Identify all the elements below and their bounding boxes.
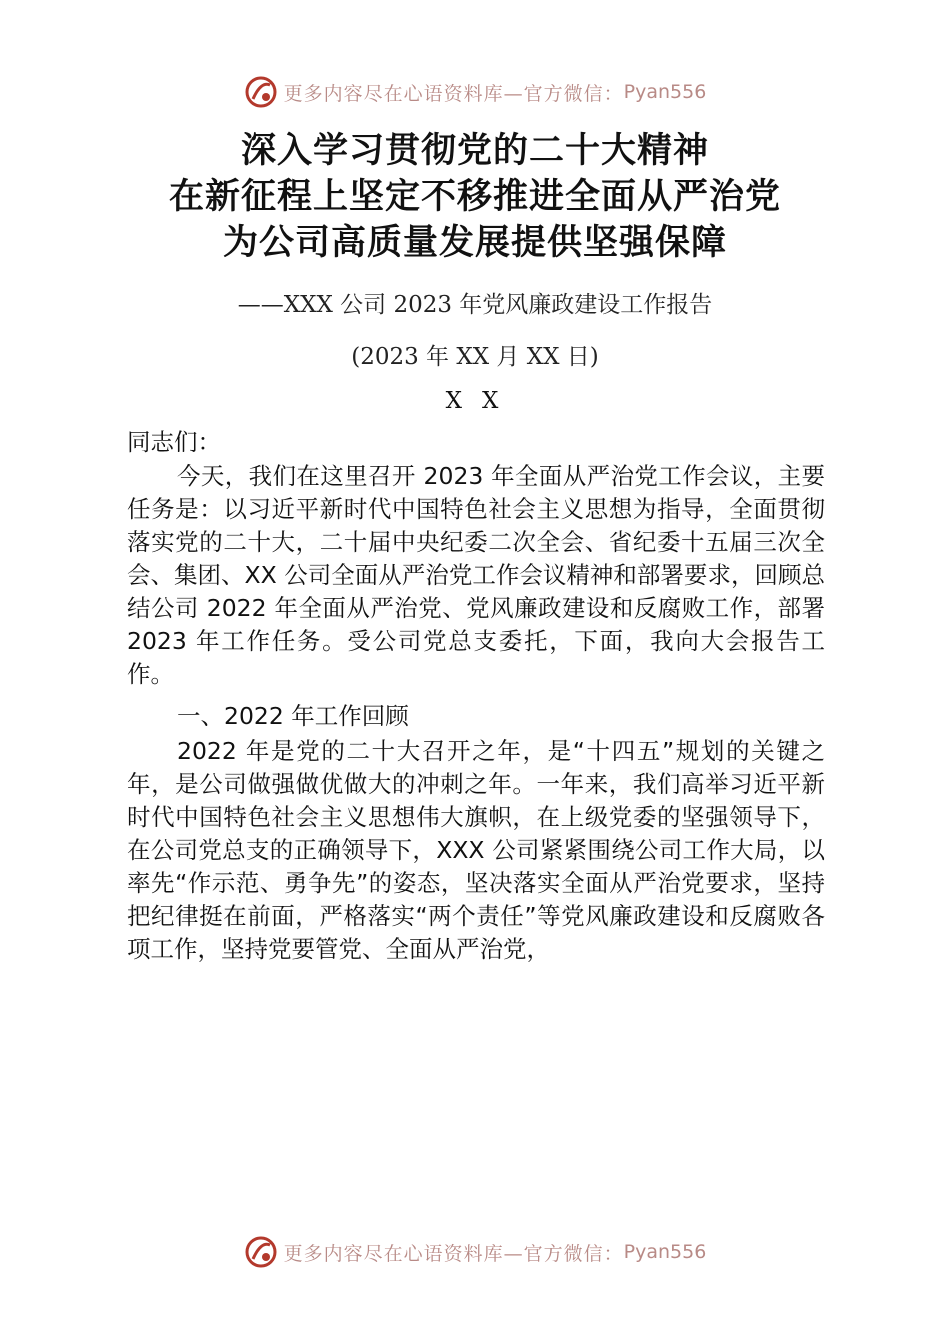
salutation: 同志们： [127,428,221,456]
title-line-2: 在新征程上坚定不移推进全面从严治党 [168,176,781,217]
watermark-text: 更多内容尽在心语资料库—官方微信： [283,1242,624,1265]
document-subtitle: ——XXX 公司 2023 年党风廉政建设工作报告 [237,292,713,318]
title-line-1: 深入学习贯彻党的二十大精神 [240,130,709,171]
watermark-header [0,70,950,114]
section-heading-1: 一、2022 年工作回顾 [177,702,409,730]
paragraph-intro: 今天，我们在这里召开 2023 年全面从严治党工作会议，主要任务是：以习近平新时代中国特色社会主义思想为指导，全面贯彻落实党的二十大，二十届中央纪委二次全会、省纪委十五届三次全会、集团、XX 公司全面从严治党工作会议精神和部署要求，回顾总结公司 2022 年全面从严治党、党风廉政建设和反腐败工作，部署 2023 年工作任务。受公司党总支委托，下面，我向大会报告工作。 [127,462,825,688]
document-date: (2023 年 XX 月 XX 日) [351,344,599,370]
watermark-wechat-id: Pyan556 [623,81,707,103]
watermark-wechat-id: Pyan556 [623,1241,707,1263]
watermark-logo-icon [244,1235,278,1269]
document-title [0,128,950,266]
paragraph-review: 2022 年是党的二十大召开之年，是“十四五”规划的关键之年，是公司做强做优做大的冲刺之年。一年来，我们高举习近平新时代中国特色社会主义思想伟大旗帜，在上级党委的坚强领导下，在公司党总支的正确领导下，XXX 公司紧紧围绕公司工作大局，以率先“作示范、勇争先”的姿态，坚决落实全面从严治党要求，坚持把纪律挺在前面，严格落实“两个责任”等党风廉政建设和反腐败各项工作，坚持党要管党、全面从严治党， [127,737,825,963]
watermark-logo-icon [244,75,278,109]
document-author: XX [445,388,519,414]
watermark-text: 更多内容尽在心语资料库—官方微信： [283,82,624,105]
watermark-footer [0,1230,950,1274]
title-line-3: 为公司高质量发展提供坚强保障 [222,222,727,263]
